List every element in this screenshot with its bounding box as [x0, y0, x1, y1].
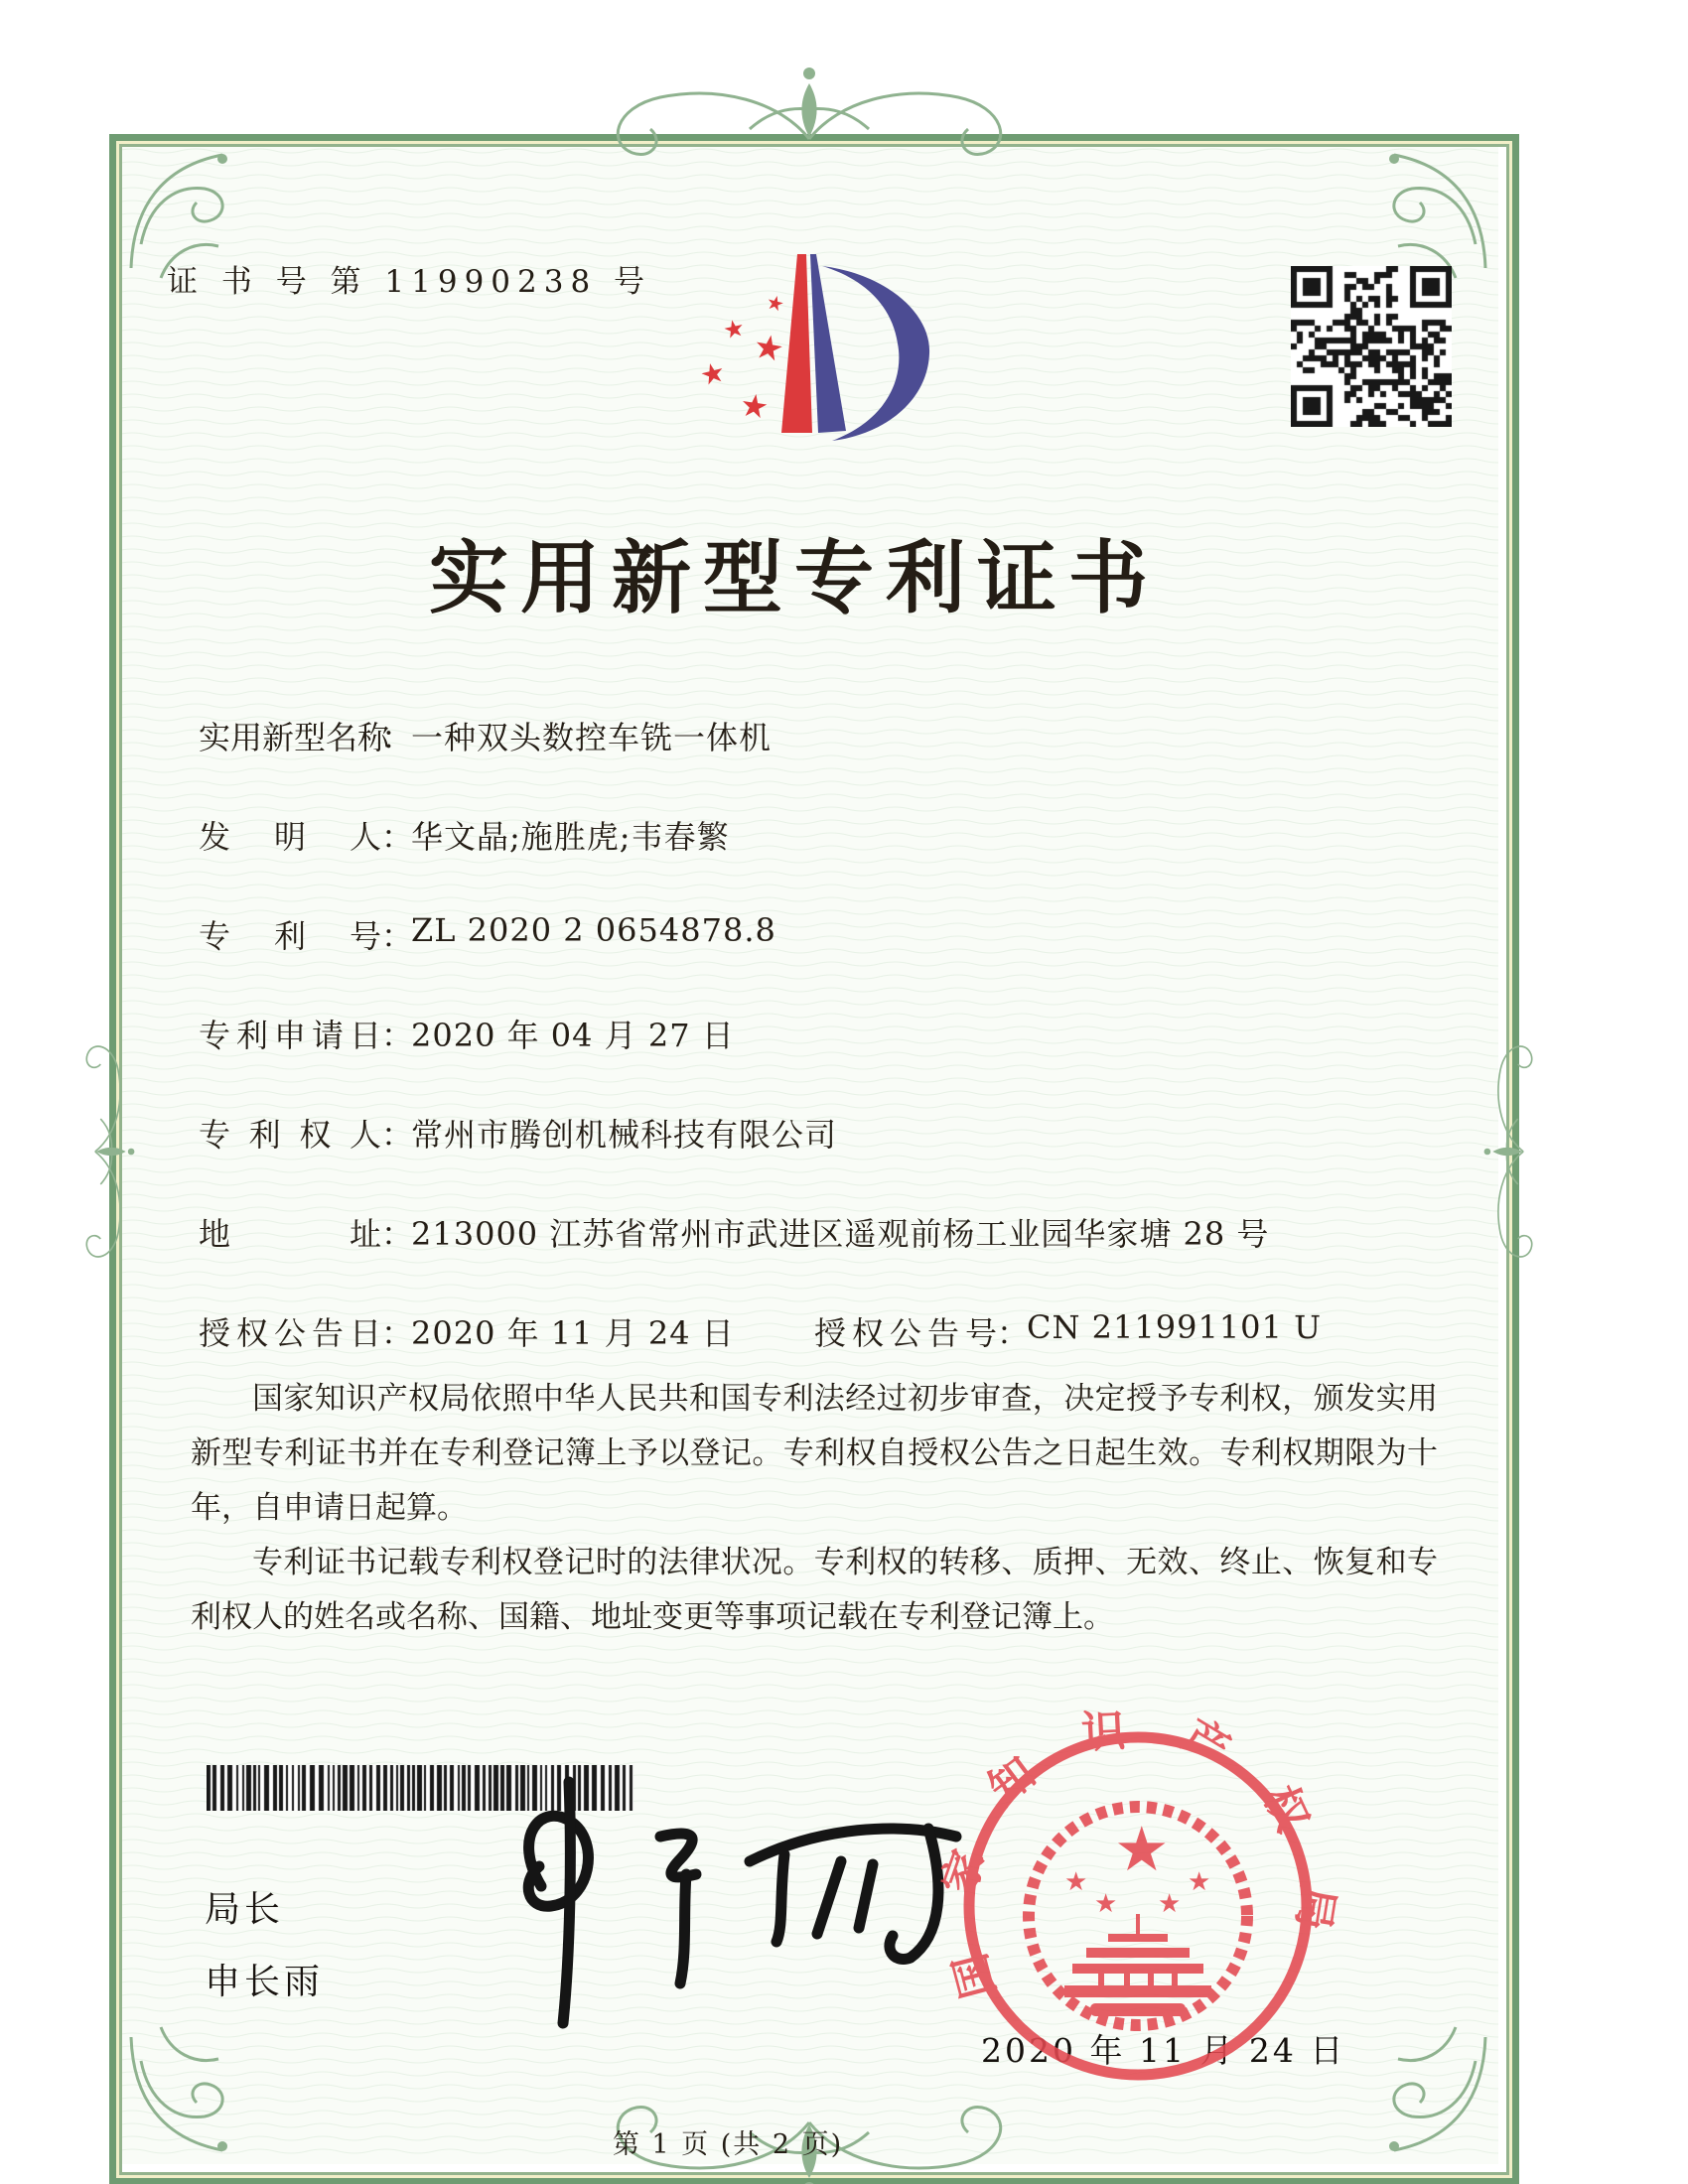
field-row-inventors — [199, 812, 730, 858]
logo-star-icon: ★ — [696, 354, 729, 393]
logo-star-icon: ★ — [764, 289, 787, 318]
emblem-star-icon: ★ — [1188, 1867, 1211, 1897]
field-value: 一种双头数控车铣一体机 — [411, 719, 773, 756]
logo-star-icon: ★ — [720, 313, 748, 345]
qr-code — [1291, 266, 1452, 427]
seal-ring-text: 国家知识产权局 — [931, 1703, 1344, 2003]
logo-star-icon: ★ — [750, 326, 787, 371]
bottom-right-flourish — [1389, 2027, 1485, 2151]
field-colon: ： — [381, 1215, 414, 1253]
field-label: 实用新型名称 — [199, 719, 390, 756]
legal-paragraph-1: 国家知识产权局依照中华人民共和国专利法经过初步审查，决定授予专利权，颁发实用新型专利证书并在专利登记簿上予以登记。专利权自授权公告之日起生效。专利权期限为十年，自申请日起算。 — [191, 1381, 1438, 1526]
page-number: 第 1 页 (共 2 页) — [612, 2129, 844, 2160]
left-edge-flourish — [86, 1046, 134, 1257]
emblem-star-icon: ★ — [1064, 1867, 1088, 1897]
certificate-title: 实用新型专利证书 — [429, 531, 1160, 624]
emblem-star-icon: ★ — [1094, 1889, 1118, 1919]
field-value: 2020 年 04 月 27 日 — [411, 1017, 735, 1054]
seal-national-emblem — [1029, 1807, 1247, 2025]
field-row-patentee — [199, 1110, 837, 1156]
field-row-grant-date — [199, 1308, 1323, 1354]
top-center-flourish — [618, 68, 1000, 155]
field-label: 专利申请日 — [199, 1017, 381, 1054]
field-value: 2020 年 11 月 24 日 — [411, 1314, 735, 1352]
field-label: 专利权人 — [199, 1116, 381, 1154]
legal-paragraph-2: 专利证书记载专利权登记时的法律状况。专利权的转移、质押、无效、终止、恢复和专利权人的姓名或名称、国籍、地址变更等事项记载在专利登记簿上。 — [191, 1545, 1438, 1635]
field-value: 华文晶;施胜虎;韦春繁 — [411, 818, 730, 856]
field-value: CN 211991101 U — [1027, 1308, 1323, 1346]
field-label: 发明人 — [199, 818, 381, 856]
logo-blue-wedge — [810, 254, 846, 433]
field-value: ZL 2020 2 0654878.8 — [411, 911, 776, 949]
top-right-flourish — [1389, 154, 1485, 278]
field-row-address — [199, 1209, 1269, 1255]
field-grant-publication-number — [814, 1308, 1322, 1354]
field-colon: ： — [381, 719, 414, 756]
field-colon: ： — [381, 1017, 414, 1054]
field-row-filing-date — [199, 1011, 735, 1056]
official-seal — [900, 1668, 1376, 2144]
field-row-patent-number — [199, 911, 776, 957]
logo-star-icon: ★ — [737, 385, 772, 427]
field-label: 地址 — [199, 1215, 381, 1253]
field-label: 授权公告日 — [199, 1314, 381, 1352]
field-colon: ： — [381, 818, 414, 856]
emblem-star-icon: ★ — [1158, 1889, 1182, 1919]
field-value: 213000 江苏省常州市武进区遥观前杨工业园华家塘 28 号 — [411, 1215, 1270, 1253]
logo-red-wedge — [781, 254, 812, 433]
emblem-star-icon: ★ — [1114, 1813, 1170, 1885]
legal-text-block — [191, 1372, 1438, 1645]
field-colon: ： — [381, 1116, 414, 1154]
field-colon: ： — [381, 917, 414, 955]
director-signature-icon — [452, 1767, 968, 2045]
field-value: 常州市腾创机械科技有限公司 — [411, 1116, 838, 1154]
field-label: 授权公告号 — [814, 1314, 997, 1352]
certificate-number: 证 书 号 第 11990238 号 — [167, 264, 652, 300]
right-edge-flourish — [1484, 1046, 1532, 1257]
cnipa-logo-icon — [683, 244, 945, 447]
director-name: 申长雨 — [205, 1962, 325, 2002]
director-title: 局长 — [205, 1889, 285, 1930]
field-label: 专利号 — [199, 917, 381, 955]
field-colon: ： — [997, 1314, 1030, 1352]
field-colon: ： — [381, 1314, 414, 1352]
seal-date: 2020 年 11 月 24 日 — [981, 2031, 1346, 2070]
field-row-utility-model-name — [199, 713, 772, 758]
